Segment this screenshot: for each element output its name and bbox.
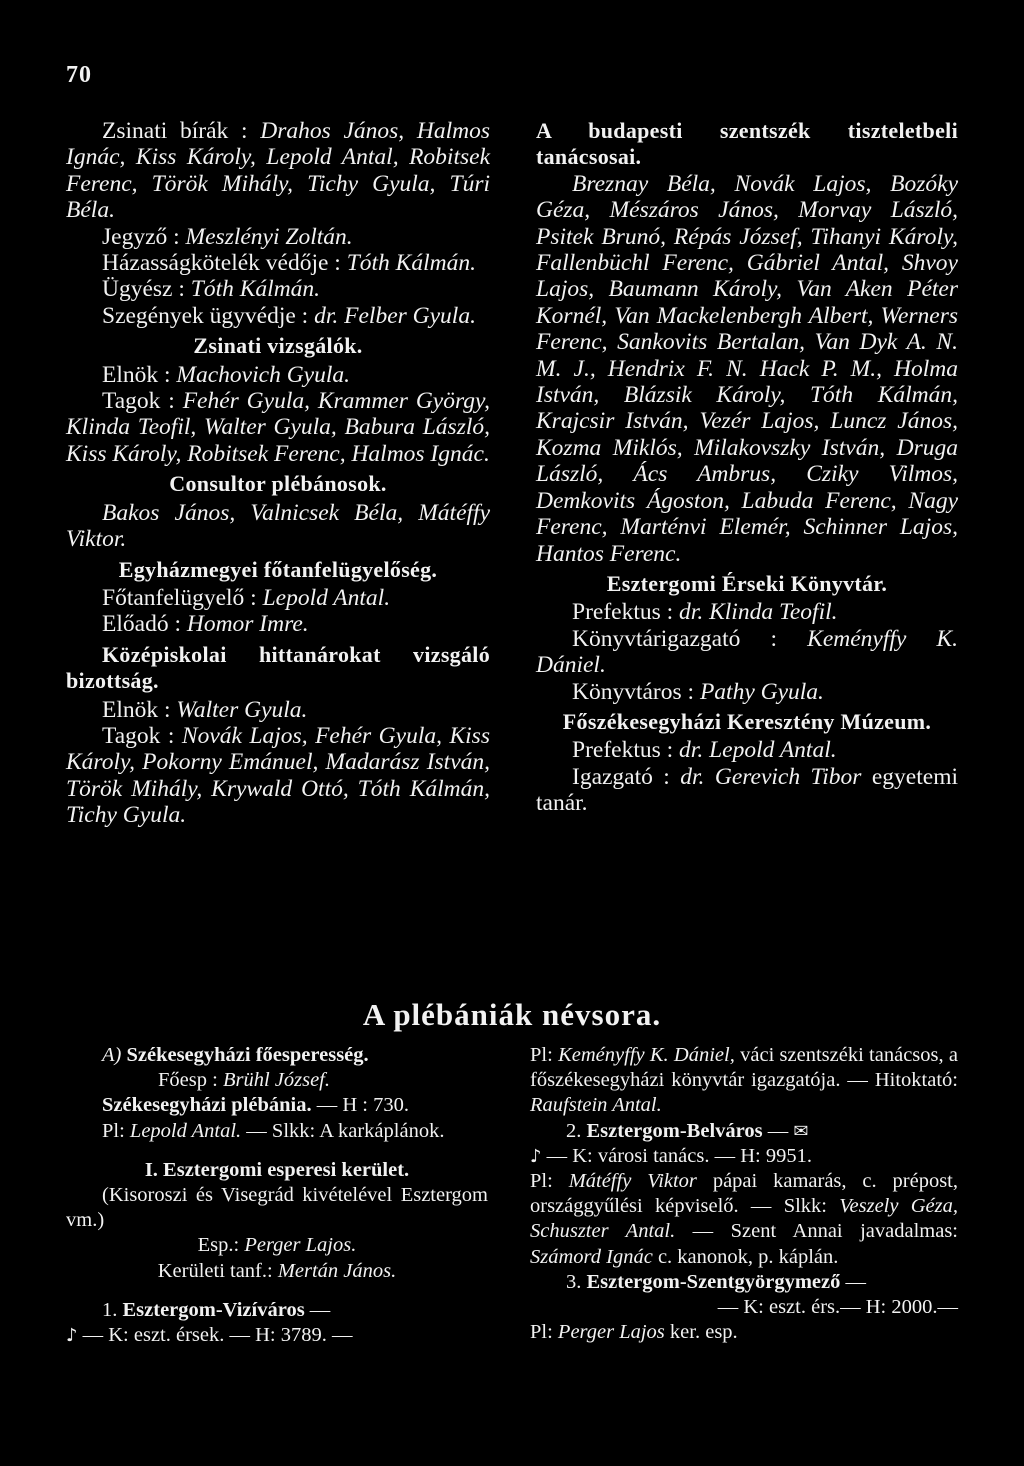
heading-examining-committee: Középiskolai hittanárokat vizsgáló bizottság.: [66, 641, 490, 694]
names: Brühl József.: [222, 1069, 330, 1092]
names: Novák Lajos, Fehér Gyula, Kiss Károly, Pokorny Emánuel, Madarász István, Török Mihály, Krywald Ottó, Tóth Kálmán, Tichy Gyula.: [66, 722, 490, 829]
heading-cathedral-archdeaconry: [66, 1043, 488, 1068]
phone-icon: ♪: [66, 1325, 78, 1347]
committee-president: [66, 697, 490, 723]
right-column: [536, 118, 958, 817]
title: Székesegyházi plébánia.: [102, 1094, 312, 1117]
cathedral-parish: [66, 1093, 488, 1118]
names: Meszlényi Zoltán.: [185, 223, 353, 250]
label: Házasságkötelék védője :: [102, 250, 347, 277]
dash: —: [840, 1270, 867, 1293]
parish-szentgyorgymezo: [530, 1270, 958, 1295]
district-scope: (Kisoroszi és Visegrád kivételével Esztergom vm.): [66, 1184, 488, 1232]
number: 3.: [566, 1270, 587, 1293]
text: ker. esp.: [664, 1321, 738, 1344]
text: — K: városi tanács. — H: 9951.: [541, 1144, 812, 1167]
title: Esztergom-Vizíváros: [122, 1298, 305, 1321]
names: dr. Klinda Teofil.: [679, 599, 838, 626]
names: Fehér Gyula, Krammer György, Klinda Teofil, Walter Gyula, Babura László, Kiss Károly, Robitsek Ferenc, Halmos Ignác.: [66, 388, 490, 467]
rapporteur: [66, 611, 490, 637]
belvaros-priest: [530, 1169, 958, 1270]
page-number: 70: [66, 62, 92, 88]
label: Tagok :: [102, 722, 182, 749]
post-icon: ✉: [793, 1120, 809, 1142]
names: Veszely Géza, Schuszter Antal.: [530, 1195, 958, 1243]
title: Székesegyházi főesperesség.: [126, 1044, 369, 1066]
names: Lepold Antal.: [129, 1119, 242, 1142]
museum-prefect: [536, 737, 958, 763]
parish-belvaros-info: [530, 1144, 958, 1169]
names: Bakos János, Valnicsek Béla, Mátéffy Viktor.: [66, 499, 490, 553]
synod-judges: [66, 118, 490, 224]
title: Esztergom-Szentgyörgymező: [586, 1270, 841, 1293]
notary: [66, 224, 490, 250]
marriage-bond-defender: [66, 250, 490, 276]
archdeacon: [66, 1068, 488, 1093]
label: Elnök :: [102, 696, 177, 723]
names: Számord Ignác: [530, 1245, 653, 1268]
text: pápai kamarás, c. prépost, országgyűlési képviselő. — Slkk:: [530, 1170, 958, 1218]
text: váci szentszéki tanácsos, a főszékesegyházi könyvtár igazgatója. — Hitoktató:: [530, 1044, 959, 1092]
label: Elnök :: [102, 361, 177, 388]
label: Főesp :: [158, 1069, 223, 1092]
left-column: [66, 118, 490, 829]
librarian: [536, 679, 958, 705]
parish-belvaros: [530, 1119, 958, 1144]
parish-vizivaros-info: [66, 1323, 488, 1348]
label: Pl:: [530, 1044, 559, 1066]
names: Perger Lajos.: [244, 1234, 357, 1257]
names: Mertán János.: [277, 1259, 397, 1282]
letter: A): [102, 1044, 127, 1066]
names: Raufstein Antal.: [530, 1094, 662, 1117]
section-title: A plébániák névsora.: [362, 997, 662, 1032]
label: Igazgató :: [572, 763, 681, 790]
label: Ügyész :: [102, 276, 191, 303]
committee-members: [66, 723, 490, 829]
president: [66, 362, 490, 388]
names: dr. Lepold Antal.: [679, 737, 837, 764]
district-inspector: [66, 1259, 488, 1284]
label: Kerületi tanf.:: [157, 1259, 278, 1282]
names: Keményffy K. Dániel,: [558, 1044, 735, 1066]
heading-diocesan-inspectorate: Egyházmegyei főtanfelügyelőség.: [118, 556, 438, 582]
heading-consultor-parish-priests: Consultor plébánosok.: [169, 471, 387, 497]
label: Pl:: [530, 1170, 569, 1193]
library-prefect: [536, 599, 958, 625]
dash: —: [304, 1298, 331, 1321]
dean: [66, 1233, 488, 1258]
honorary-counsellor-names: [536, 171, 958, 567]
names: Pathy Gyula.: [699, 678, 824, 705]
label: Tagok :: [102, 388, 183, 415]
names: Perger Lajos: [557, 1321, 665, 1344]
text: — Szent Annai javadalmas:: [675, 1220, 958, 1243]
names: Walter Gyula.: [176, 696, 308, 723]
names: Breznay Béla, Novák Lajos, Bozóky Géza, Mészáros János, Morvay László, Psitek Brunó, Répás József, Tihanyi Károly, Fallenbüchl Ferenc, Gábriel Antal, Shvoy Lajos, Baumann Károly, Van Aken Péter Kornél, Van Mackelenbergh Albert, Werners Ferenc, Sankovits Bertalan, Van Dyk A. N. M. J., Hendrix F. N. Hack P. M., Holma István, Blázsik Károly, Tóth Kálmán, Krajcsir István, Vezér Lajos, Luncz János, Kozma Miklós, Milakovszky István, Druga László, Ács Ambrus, Cziky Vilmos, Demkovits Ágoston, Labuda Ferenc, Nagy Ferenc, Marténvi Elemér, Schinner Lajos, Hantos Ferenc.: [536, 170, 958, 567]
parish-szentgyorgymezo-info: — K: eszt. érs.— H: 2000.—: [717, 1296, 958, 1319]
bottom-right-column: [530, 1043, 958, 1345]
names: Tóth Kálmán.: [346, 250, 476, 277]
names: Homor Imre.: [186, 611, 309, 638]
vizivaros-priest: [530, 1043, 958, 1119]
prosecutor: [66, 276, 490, 302]
heading-christian-museum: Főszékesegyházi Keresztény Múzeum.: [562, 708, 932, 734]
count: — H : 730.: [311, 1094, 409, 1117]
label: Szegények ügyvédje :: [102, 302, 315, 329]
phone-icon: ♪: [530, 1145, 542, 1167]
label: Esp.:: [197, 1234, 245, 1257]
text: c. kanonok, p. káplán.: [652, 1245, 839, 1268]
label: Prefektus :: [572, 737, 680, 764]
consultor-names: [66, 500, 490, 553]
names: Tóth Kálmán.: [190, 276, 321, 303]
names: Keményffy K. Dániel.: [536, 625, 958, 679]
label: Főtanfelügyelő :: [102, 584, 263, 611]
text: — Slkk: A karkáplánok.: [241, 1119, 445, 1142]
dash: —: [762, 1119, 794, 1142]
members: [66, 388, 490, 467]
chief-inspector: [66, 585, 490, 611]
label: Pl:: [102, 1119, 130, 1142]
names: dr. Felber Gyula.: [314, 302, 476, 329]
label: Könyvtárigazgató :: [572, 625, 808, 652]
heading-archiepiscopal-library: Esztergomi Érseki Könyvtár.: [606, 570, 888, 596]
names: Drahos János, Halmos Ignác, Kiss Károly, Lepold Antal, Robitsek Ferenc, Török Mihály, Tichy Gyula, Túri Béla.: [66, 118, 490, 224]
heading-honorary-counsellors: A budapesti szentszék tiszteletbeli tanácsosai.: [536, 118, 958, 170]
heading-synod-examiners: Zsinati vizsgálók.: [193, 333, 363, 359]
library-director: [536, 626, 958, 679]
names: dr. Gerevich Tibor: [680, 763, 862, 790]
title: egyetemi tanár.: [536, 763, 959, 817]
label: Könyvtáros :: [572, 678, 700, 705]
names: Mátéffy Viktor: [568, 1170, 697, 1193]
heading-district: I. Esztergomi esperesi kerület.: [144, 1158, 410, 1181]
poor-advocate: [66, 303, 490, 329]
label: Előadó :: [102, 611, 187, 638]
title: Esztergom-Belváros: [586, 1119, 763, 1142]
label: Prefektus :: [572, 599, 680, 626]
parish-vizivaros: [66, 1298, 488, 1323]
museum-director: [536, 764, 958, 817]
names: Machovich Gyula.: [176, 361, 350, 388]
bottom-left-column: [66, 1043, 488, 1348]
label: Zsinati bírák :: [102, 118, 261, 144]
label: Jegyző :: [102, 223, 186, 250]
label: Pl:: [530, 1321, 558, 1344]
number: 2.: [566, 1119, 587, 1142]
szentgyorgymezo-priest: [530, 1320, 958, 1345]
cathedral-parish-priest: [66, 1119, 488, 1144]
text: — K: eszt. érsek. — H: 3789. —: [77, 1324, 353, 1347]
number: 1.: [102, 1298, 123, 1321]
names: Lepold Antal.: [262, 584, 391, 611]
